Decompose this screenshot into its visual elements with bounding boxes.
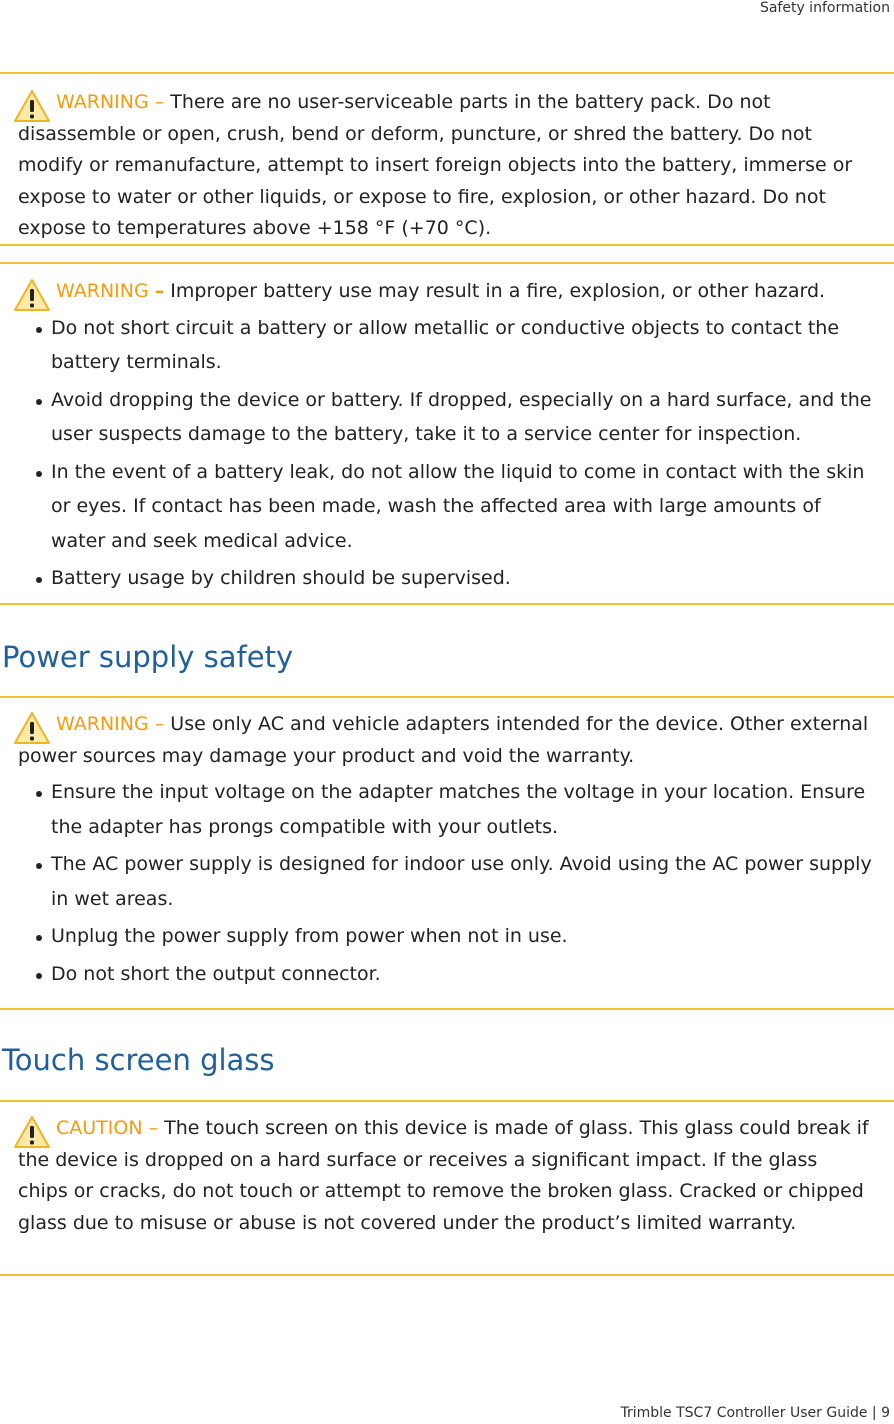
list-item: The AC power supply is designed for indoor use only. Avoid using the AC power supply in wet areas. xyxy=(18,847,894,916)
list-item: Battery usage by children should be supervised. xyxy=(18,561,894,596)
caution-paragraph xyxy=(18,1113,894,1239)
warning-keyword: WARNING xyxy=(56,280,149,302)
caution-dash: – xyxy=(148,1117,159,1139)
section-title-power-supply: Power supply safety xyxy=(2,640,294,674)
warning-dash: – xyxy=(154,280,165,302)
caution-box-touch-screen xyxy=(0,1100,894,1276)
list-item: Ensure the input voltage on the adapter matches the voltage in your location. Ensure the adapter has prongs compatible with your outlets. xyxy=(18,775,894,844)
list-item: Avoid dropping the device or battery. If dropped, especially on a hard surface, and the user suspects damage to the battery, take it to a service center for inspection. xyxy=(18,383,894,452)
warning-dash: – xyxy=(154,713,165,735)
warning-dash: – xyxy=(154,91,165,113)
warning-paragraph xyxy=(18,87,894,245)
list-item: Do not short the output connector. xyxy=(18,957,894,992)
warning-triangle-icon xyxy=(13,278,51,312)
warning-text: There are no user-serviceable parts in the battery pack. Do not disassemble or open, crush, bend or deform, puncture, or shred the battery. Do not modify or remanufacture, attempt to insert foreign objects into the battery, immerse or expose to water or other liquids, or expose to fire, explosion, or other hazard. Do not expose to temperatures above +158 °F (+70 °C). xyxy=(18,91,853,239)
warning-bullet-list xyxy=(18,775,894,991)
caution-keyword: CAUTION xyxy=(56,1117,143,1139)
page-header-section: Safety information xyxy=(759,0,890,16)
warning-paragraph xyxy=(18,709,894,772)
warning-triangle-icon xyxy=(13,89,51,123)
caution-text: The touch screen on this device is made of glass. This glass could break if the device is dropped on a hard surface or receives a significant impact. If the glass chips or cracks, do not touch or attempt to remove the broken glass. Cracked or chipped glass due to misuse or abuse is not covered under the product’s limited warranty. xyxy=(18,1117,869,1234)
page-footer: Trimble TSC7 Controller User Guide | 9 xyxy=(620,1405,890,1421)
warning-triangle-icon xyxy=(13,711,51,745)
list-item: In the event of a battery leak, do not allow the liquid to come in contact with the skin or eyes. If contact has been made, wash the affected area with large amounts of water and seek medical advice. xyxy=(18,455,894,559)
warning-bullet-list xyxy=(18,311,894,596)
warning-text: Improper battery use may result in a fire, explosion, or other hazard. xyxy=(170,280,826,302)
section-title-touch-screen: Touch screen glass xyxy=(2,1043,275,1077)
warning-keyword: WARNING xyxy=(56,713,149,735)
list-item: Unplug the power supply from power when not in use. xyxy=(18,919,894,954)
warning-paragraph xyxy=(18,276,894,308)
warning-keyword: WARNING xyxy=(56,91,149,113)
warning-box-battery-use xyxy=(0,262,894,605)
warning-text: Use only AC and vehicle adapters intended for the device. Other external power sources may damage your product and void the warranty. xyxy=(18,713,869,767)
warning-box-battery-pack xyxy=(0,72,894,246)
list-item: Do not short circuit a battery or allow metallic or conductive objects to contact the battery terminals. xyxy=(18,311,894,380)
warning-box-power-supply xyxy=(0,696,894,1010)
warning-triangle-icon xyxy=(13,1115,51,1149)
